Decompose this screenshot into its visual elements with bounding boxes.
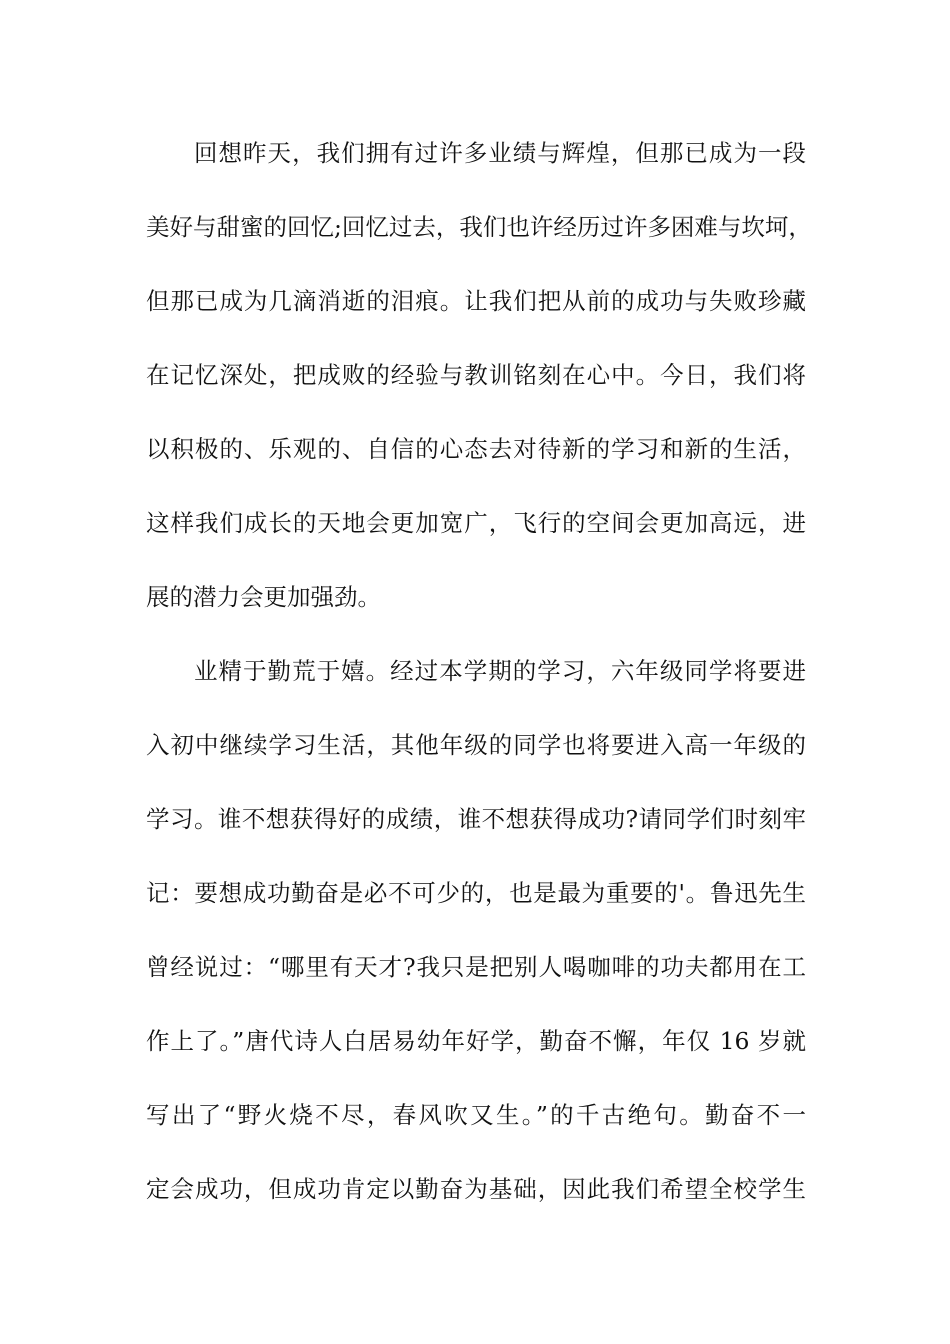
paragraph-1-line-5: 以积极的、乐观的、自信的心态去对待新的学习和新的生活， — [146, 435, 806, 463]
paragraph-2-line-8: 定会成功，但成功肯定以勤奋为基础，因此我们希望全校学生 — [146, 1175, 806, 1203]
paragraph-1-line-6: 这样我们成长的天地会更加宽广，飞行的空间会更加高远，进 — [146, 509, 806, 537]
paragraph-1-line-1: 回想昨天，我们拥有过许多业绩与辉煌，但那已成为一段 — [194, 139, 806, 167]
paragraph-2-line-5: 曾经说过：“哪里有天才?我只是把别人喝咖啡的功夫都用在工 — [146, 953, 806, 981]
paragraph-2-line-2: 入初中继续学习生活，其他年级的同学也将要进入高一年级的 — [146, 731, 806, 759]
paragraph-2-line-1: 业精于勤荒于嬉。经过本学期的学习，六年级同学将要进 — [194, 657, 806, 685]
paragraph-2-line-6: 作上了。”唐代诗人白居易幼年好学，勤奋不懈，年仅 16 岁就 — [146, 1027, 806, 1055]
paragraph-1-line-2: 美好与甜蜜的回忆;回忆过去，我们也许经历过许多困难与坎坷， — [146, 213, 812, 241]
paragraph-1-line-4: 在记忆深处，把成败的经验与教训铭刻在心中。今日，我们将 — [146, 361, 806, 389]
paragraph-2-line-4: 记：要想成功勤奋是必不可少的，也是最为重要的'。鲁迅先生 — [146, 879, 806, 907]
paragraph-1-line-3: 但那已成为几滴消逝的泪痕。让我们把从前的成功与失败珍藏 — [146, 287, 806, 315]
paragraph-2-line-3: 学习。谁不想获得好的成绩，谁不想获得成功?请同学们时刻牢 — [146, 805, 806, 833]
paragraph-2-line-7: 写出了“野火烧不尽，春风吹又生。”的千古绝句。勤奋不一 — [146, 1101, 806, 1129]
paragraph-1-line-7: 展的潜力会更加强劲。 — [146, 583, 381, 611]
